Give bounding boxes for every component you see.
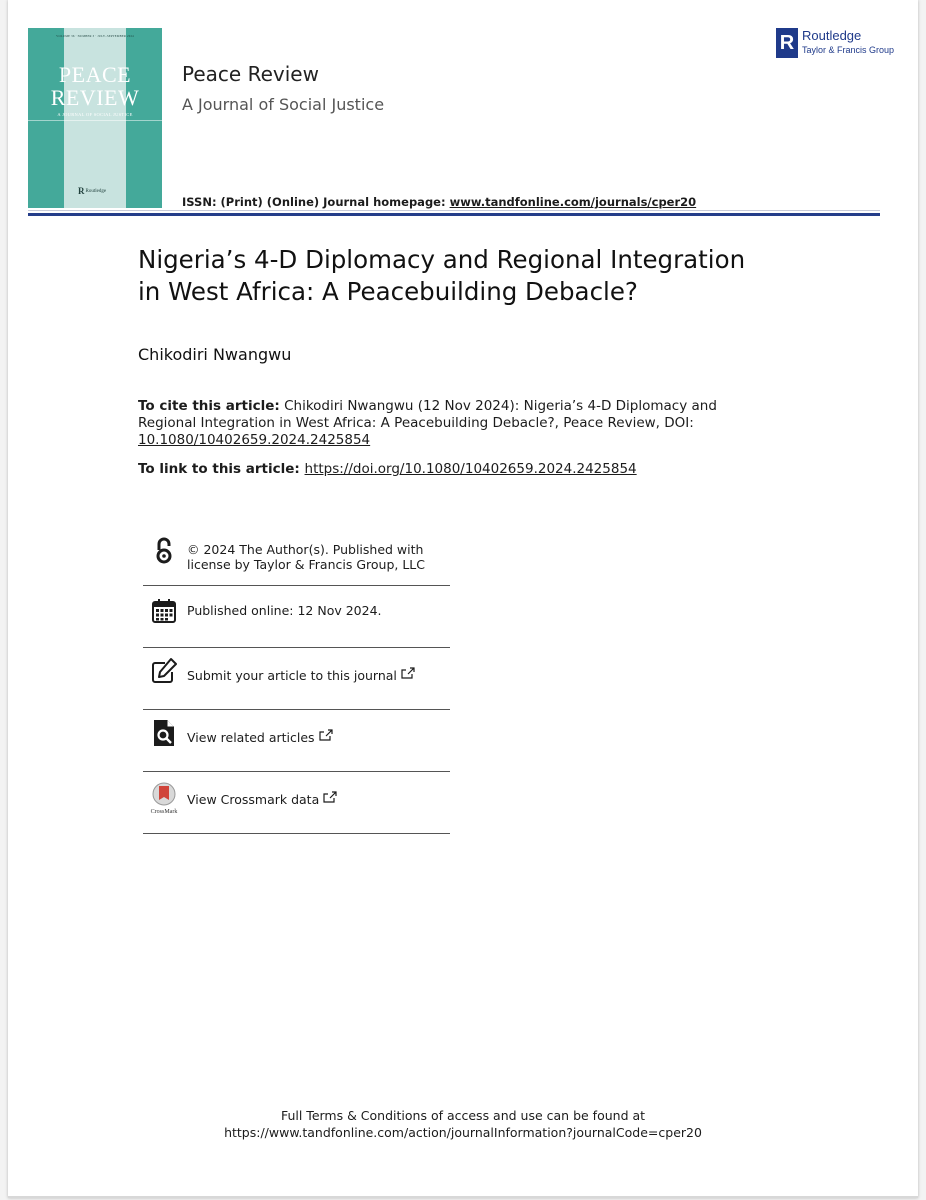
crossmark-icon-label: CrossMark xyxy=(150,809,178,814)
terms-text: Full Terms & Conditions of access and use can be found at xyxy=(280,1108,646,1123)
info-divider xyxy=(143,647,450,648)
routledge-group: Taylor & Francis Group xyxy=(802,45,895,55)
license-text: © 2024 The Author(s). Published with license by Taylor & Francis Group, LLC xyxy=(187,542,425,572)
cover-rule xyxy=(28,120,162,121)
citation-block xyxy=(138,398,718,449)
crossmark-icon xyxy=(149,780,183,814)
external-link-icon xyxy=(401,667,415,679)
search-document-icon xyxy=(151,718,177,748)
terms-footer xyxy=(0,1107,926,1141)
open-access-icon xyxy=(151,536,177,566)
related-articles-link[interactable] xyxy=(187,729,449,745)
cover-title-line2: REVIEW xyxy=(50,85,140,110)
journal-cover xyxy=(28,28,162,208)
cover-publisher-name: Routledge xyxy=(85,189,107,195)
cite-label: To cite this article: xyxy=(138,398,280,414)
info-divider xyxy=(143,709,450,710)
edit-icon xyxy=(151,656,177,686)
article-doi-link[interactable]: https://doi.org/10.1080/10402659.2024.2425854 xyxy=(304,461,637,477)
published-date-text: Published online: 12 Nov 2024. xyxy=(187,603,382,618)
calendar-icon xyxy=(151,596,177,626)
related-articles-label: View related articles xyxy=(187,730,315,745)
crossmark-label: View Crossmark data xyxy=(187,792,320,807)
info-divider xyxy=(143,585,450,586)
article-info-list xyxy=(143,530,450,834)
journal-title: Peace Review xyxy=(182,62,319,86)
info-divider xyxy=(143,833,450,834)
page-edge xyxy=(8,1196,918,1198)
article-link-line xyxy=(138,461,637,477)
cite-doi-link[interactable]: 10.1080/10402659.2024.2425854 xyxy=(138,432,371,448)
cover-publisher xyxy=(78,186,106,196)
cite-text: Chikodiri Nwangwu (12 Nov 2024): Nigeria’s 4-D Diplomacy and Regional Integration in West Africa: A Peacebuilding Debacle?, Peace Review, DOI: xyxy=(138,398,717,431)
cover-volume-text: VOLUME 36 · NUMBER 3 · JULY–SEPTEMBER 2024 xyxy=(56,34,134,38)
cover-publisher-mark: R xyxy=(78,186,85,196)
cover-stripe xyxy=(64,28,126,208)
journal-homepage-link[interactable]: www.tandfonline.com/journals/cper20 xyxy=(449,195,697,209)
article-title xyxy=(138,244,778,308)
crossmark-link[interactable] xyxy=(187,791,449,807)
external-link-icon xyxy=(319,729,333,741)
cover-subtitle: A JOURNAL OF SOCIAL JUSTICE xyxy=(57,112,133,117)
submit-article-link[interactable] xyxy=(187,667,449,683)
journal-subtitle: A Journal of Social Justice xyxy=(182,95,385,114)
external-link-icon xyxy=(323,791,337,803)
cover-title-line1: PEACE xyxy=(58,62,132,87)
routledge-mark-icon: R xyxy=(776,28,798,58)
terms-url-link[interactable]: https://www.tandfonline.com/action/journalInformation?journalCode=cper20 xyxy=(224,1125,702,1140)
info-divider xyxy=(143,771,450,772)
article-author: Chikodiri Nwangwu xyxy=(138,345,292,364)
issn-line xyxy=(182,195,696,209)
article-title-line1: Nigeria’s 4-D Diplomacy and Regional Integration xyxy=(138,245,746,274)
link-label: To link to this article: xyxy=(138,461,305,477)
header-divider xyxy=(28,213,880,216)
issn-text: ISSN: (Print) (Online) Journal homepage: xyxy=(182,195,450,209)
header-divider-thin xyxy=(28,210,880,211)
routledge-name: Routledge xyxy=(802,28,862,43)
article-title-line2: in West Africa: A Peacebuilding Debacle? xyxy=(138,277,638,306)
submit-article-label: Submit your article to this journal xyxy=(187,668,397,683)
